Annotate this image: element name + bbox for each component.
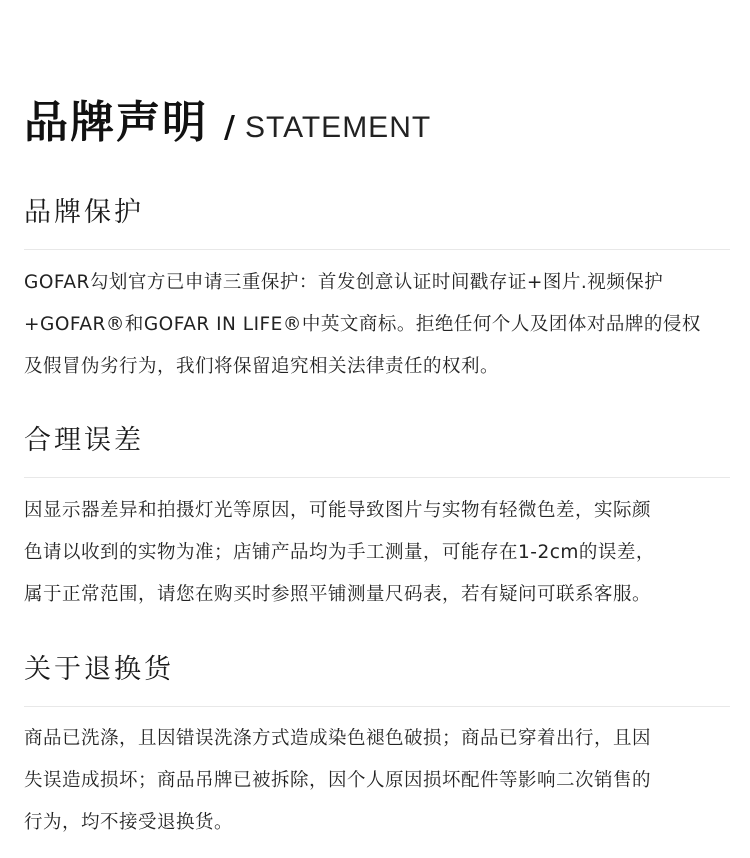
body-line: GOFAR勾划官方已申请三重保护：首发创意认证时间戳存证+图片.视频保护 bbox=[24, 272, 664, 293]
section-body bbox=[24, 262, 730, 388]
body-line: 及假冒伪劣行为，我们将保留追究相关法律责任的权利。 bbox=[24, 356, 500, 377]
page-header bbox=[24, 86, 431, 150]
body-line: 因显示器差异和拍摄灯光等原因，可能导致图片与实物有轻微色差，实际颜 bbox=[24, 500, 652, 521]
section-body bbox=[24, 718, 730, 844]
page-subtitle: STATEMENT bbox=[244, 111, 432, 144]
section-brand-protection bbox=[24, 193, 730, 233]
title-separator: / bbox=[224, 110, 235, 145]
section-returns bbox=[24, 650, 730, 690]
body-line: 失误造成损坏；商品吊牌已被拆除，因个人原因损坏配件等影响二次销售的 bbox=[24, 770, 652, 791]
section-reasonable-error bbox=[24, 421, 730, 461]
body-line: +GOFAR®和GOFAR IN LIFE®中英文商标。拒绝任何个人及团体对品牌的侵权 bbox=[24, 314, 701, 335]
body-line: 属于正常范围，请您在购买时参照平铺测量尺码表，若有疑问可联系客服。 bbox=[24, 584, 652, 605]
body-line: 行为，均不接受退换货。 bbox=[24, 812, 234, 833]
section-title: 品牌保护 bbox=[24, 197, 144, 228]
body-line: 商品已洗涤，且因错误洗涤方式造成染色褪色破损；商品已穿着出行，且因 bbox=[24, 728, 652, 749]
section-body bbox=[24, 490, 730, 616]
section-divider bbox=[24, 706, 730, 707]
section-title: 合理误差 bbox=[24, 425, 144, 456]
page-title: 品牌声明 bbox=[24, 97, 208, 148]
section-divider bbox=[24, 249, 730, 250]
section-divider bbox=[24, 477, 730, 478]
section-title: 关于退换货 bbox=[24, 654, 174, 685]
body-line: 色请以收到的实物为准；店铺产品均为手工测量，可能存在1-2cm的误差， bbox=[24, 542, 655, 563]
